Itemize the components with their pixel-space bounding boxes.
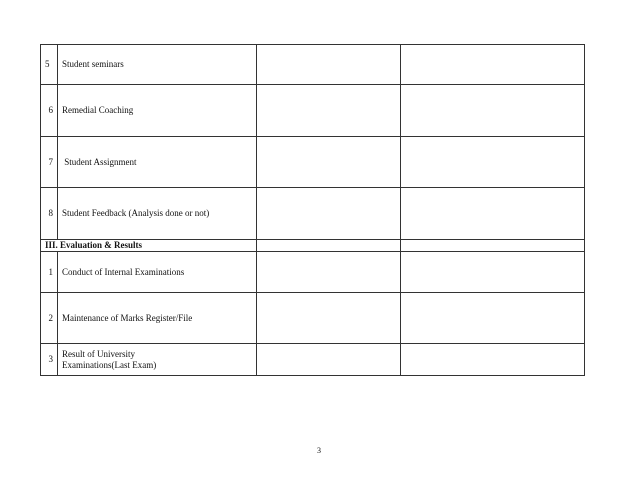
row-cell	[257, 252, 401, 293]
row-cell	[257, 240, 401, 252]
row-cell	[257, 137, 401, 188]
row-number: 5	[41, 45, 58, 85]
table-row	[41, 293, 585, 344]
table-row	[41, 344, 585, 376]
row-item: Student Feedback (Analysis done or not)	[58, 188, 257, 240]
row-item	[58, 344, 257, 376]
row-item: Maintenance of Marks Register/File	[58, 293, 257, 344]
row-number: 6	[41, 85, 58, 137]
row-cell	[401, 188, 585, 240]
row-cell	[257, 188, 401, 240]
row-cell	[257, 293, 401, 344]
row-number: 3	[41, 344, 58, 376]
row-number: 2	[41, 293, 58, 344]
page-number: 3	[317, 446, 321, 455]
row-item-line: Examinations(Last Exam)	[62, 359, 157, 370]
row-item: Student seminars	[58, 45, 257, 85]
row-cell	[257, 344, 401, 376]
row-cell	[401, 293, 585, 344]
table-row	[41, 188, 585, 240]
section-title: III. Evaluation & Results	[41, 240, 257, 252]
row-cell	[257, 45, 401, 85]
row-cell	[401, 344, 585, 376]
row-cell	[401, 252, 585, 293]
row-cell	[401, 137, 585, 188]
table-row	[41, 85, 585, 137]
row-cell	[401, 45, 585, 85]
row-cell	[401, 240, 585, 252]
row-number: 1	[41, 252, 58, 293]
row-item: Conduct of Internal Examinations	[58, 252, 257, 293]
table-row	[41, 252, 585, 293]
table-row	[41, 45, 585, 85]
row-item-line: Result of University	[62, 348, 135, 359]
row-number: 7	[41, 137, 58, 188]
row-item: Remedial Coaching	[58, 85, 257, 137]
row-item: Student Assignment	[58, 137, 257, 188]
table-row	[41, 137, 585, 188]
evaluation-table	[40, 44, 585, 376]
row-cell	[401, 85, 585, 137]
section-header-row	[41, 240, 585, 252]
row-number: 8	[41, 188, 58, 240]
row-cell	[257, 85, 401, 137]
